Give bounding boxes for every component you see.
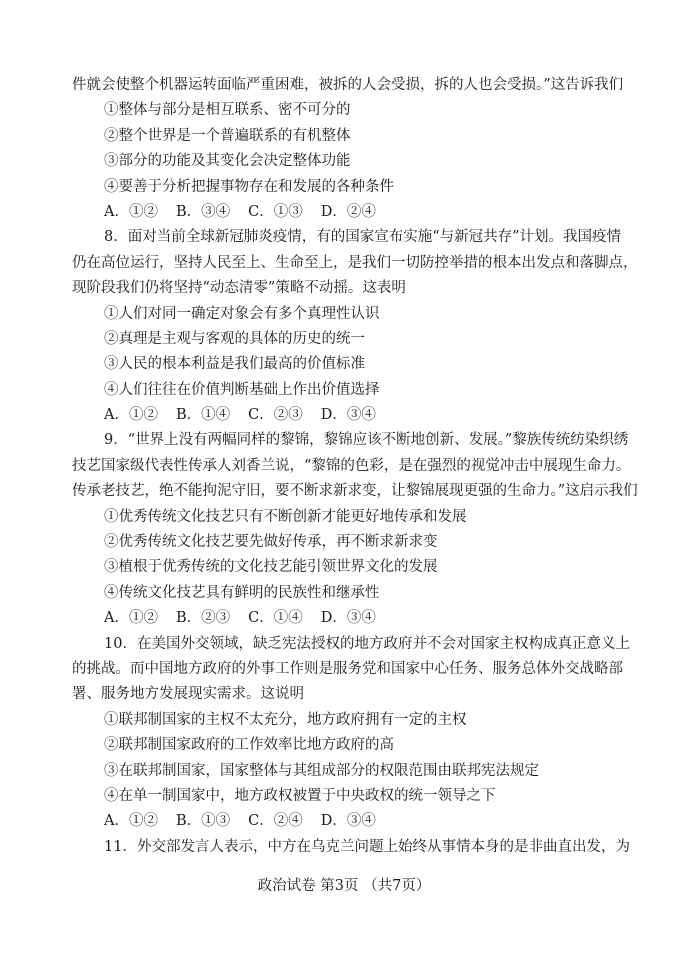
q7-statement-2: ②整个世界是一个普遍联系的有机整体 [104, 127, 351, 144]
q10-stem-line-1: 10．在美国外交领域，缺乏宪法授权的地方政府并不会对国家主权构成真正意义上 [104, 635, 630, 652]
q8-statement-1: ①人们对同一确定对象会有多个真理性认识 [104, 305, 380, 322]
q8-option-a[interactable]: A．①② [104, 407, 158, 424]
q9-option-c[interactable]: C．①④ [248, 610, 303, 627]
q8-stem-line-3: 现阶段我们仍将坚持“动态清零”策略不动摇。这表明 [72, 280, 406, 297]
q10-statement-3: ③在联邦制国家，国家整体与其组成部分的权限范围由联邦宪法规定 [104, 762, 539, 779]
q8-option-d[interactable]: D．③④ [320, 407, 376, 424]
q9-statement-4: ④传统文化技艺具有鲜明的民族性和继承性 [104, 584, 380, 601]
q9-statement-2: ②优秀传统文化技艺要先做好传承，再不断求新求变 [104, 534, 438, 551]
q8-statement-4: ④人们往往在价值判断基础上作出价值选择 [104, 381, 380, 398]
q7-option-d[interactable]: D．②④ [320, 203, 376, 220]
q9-stem-line-2: 技艺国家级代表性传承人刘香兰说，“黎锦的色彩，是在强烈的视觉冲击中展现生命力。 [72, 457, 631, 474]
q9-statement-1: ①优秀传统文化技艺只有不断创新才能更好地传承和发展 [104, 508, 467, 525]
q11-stem-line-1: 11．外交部发言人表示，中方在乌克兰问题上始终从事情本身的是非曲直出发，为 [104, 838, 630, 855]
q7-option-a[interactable]: A．①② [104, 203, 158, 220]
q8-stem-line-2: 仍在高位运行，坚持人民至上、生命至上，是我们一切防控举措的根本出发点和落脚点， [72, 254, 638, 271]
q7-options [72, 200, 632, 225]
q8-stem-line-1: 8．面对当前全球新冠肺炎疫情，有的国家宣布实施“与新冠共存”计划。我国疫情 [104, 229, 622, 246]
q8-statement-2: ②真理是主观与客观的具体的历史的统一 [104, 330, 365, 347]
q8-statement-3: ③人民的根本利益是我们最高的价值标准 [104, 356, 365, 373]
q9-option-a[interactable]: A．①② [104, 610, 158, 627]
q10-stem-line-3: 署、服务地方发展现实需求。这说明 [72, 686, 304, 703]
q10-option-c[interactable]: C．②④ [248, 813, 303, 830]
q7-option-c[interactable]: C．①③ [248, 203, 303, 220]
q7-stem-continuation: 件就会使整个机器运转面临严重困难，被拆的人会受损，拆的人也会受损。”这告诉我们 [72, 77, 624, 93]
q8-option-c[interactable]: C．②③ [248, 407, 303, 424]
q8-options [72, 403, 632, 428]
q10-statement-2: ②联邦制国家政府的工作效率比地方政府的高 [104, 737, 394, 754]
q9-stem-line-3: 传承老技艺，绝不能拘泥守旧，要不断求新求变，让黎锦展现更强的生命力。”这启示我们 [72, 483, 638, 500]
q10-options [72, 809, 632, 834]
q9-option-b[interactable]: B．②③ [175, 610, 231, 627]
q7-option-b[interactable]: B．③④ [175, 203, 231, 220]
q10-option-b[interactable]: B．①③ [175, 813, 231, 830]
q7-statement-3: ③部分的功能及其变化会决定整体功能 [104, 153, 351, 170]
q7-statement-1: ①整体与部分是相互联系、密不可分的 [104, 102, 351, 119]
q9-option-d[interactable]: D．③④ [320, 610, 376, 627]
q10-stem-line-2: 的挑战。而中国地方政府的外事工作则是服务党和国家中心任务、服务总体外交战略部 [72, 660, 623, 677]
q9-options [72, 606, 632, 631]
q7-statement-4: ④要善于分析把握事物存在和发展的各种条件 [104, 178, 394, 195]
q10-statement-4: ④在单一制国家中，地方政权被置于中央政权的统一领导之下 [104, 787, 496, 804]
q8-option-b[interactable]: B．①④ [175, 407, 231, 424]
q10-option-a[interactable]: A．①② [104, 813, 158, 830]
page-footer: 政治试卷 第3页 （共7页） [257, 878, 431, 894]
q9-statement-3: ③植根于优秀传统的文化技艺能引领世界文化的发展 [104, 559, 438, 576]
q10-option-d[interactable]: D．③④ [320, 813, 376, 830]
page-content [72, 73, 638, 860]
q10-statement-1: ①联邦制国家的主权不太充分，地方政府拥有一定的主权 [104, 711, 467, 728]
q9-stem-line-1: 9．“世界上没有两幅同样的黎锦，黎锦应该不断地创新、发展。”黎族传统纺染织绣 [104, 432, 629, 449]
